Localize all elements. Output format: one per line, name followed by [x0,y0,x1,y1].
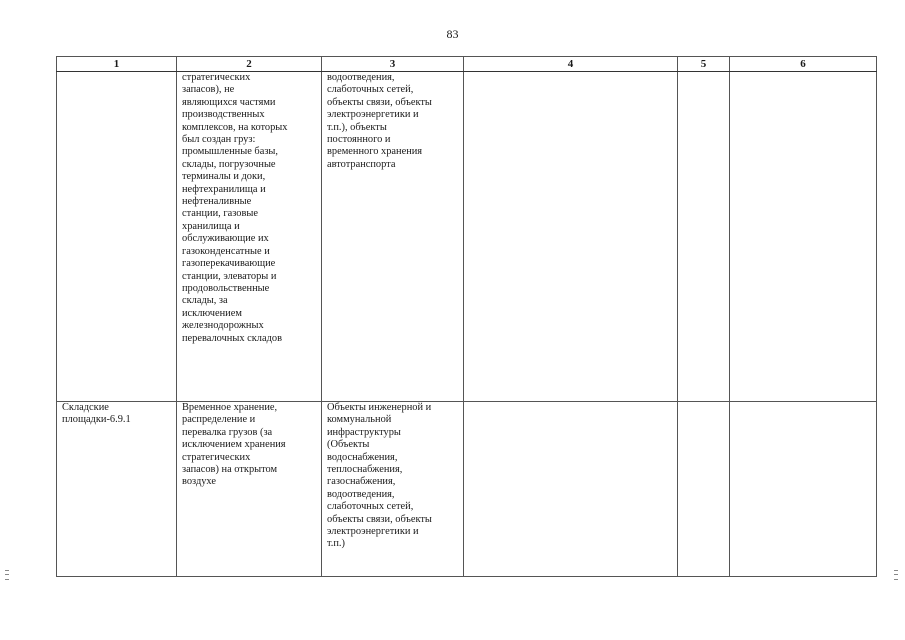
land-use-name-cell: Складские площадки-6.9.1 [57,402,177,577]
left-margin-mark [5,570,9,580]
column-header-3: 3 [322,57,464,72]
auxiliary-uses-cell: водоотведения, слаботочных сетей, объекты связи, объекты электроэнергетики и т.п.), объекты постоянного и временного хранения автотранспорта [322,72,464,402]
land-use-description-cell: стратегических запасов), не являющихся частями производственных комплексов, на которых был создан груз: промышленные базы, склады, погрузочные терминалы и доки, нефтехранилища и нефтеналивные станции, газовые хранилища и обслуживающие их газоконденсатные и газоперекачивающие станции, элеваторы и продовольственные склады, за исключением железнодорожных перевалочных складов [177,72,322,402]
column-4-cell [464,402,678,577]
table-header-row [57,57,877,72]
table-row [57,72,877,402]
page-number: 83 [446,27,459,41]
column-6-cell [730,72,877,402]
land-use-table [56,56,877,577]
column-header-5: 5 [678,57,730,72]
column-5-cell [678,402,730,577]
column-header-6: 6 [730,57,877,72]
land-use-name-cell [57,72,177,402]
land-use-description-cell: Временное хранение, распределение и перевалка грузов (за исключением хранения стратегических запасов) на открытом воздухе [177,402,322,577]
column-header-1: 1 [57,57,177,72]
column-header-2: 2 [177,57,322,72]
auxiliary-uses-cell: Объекты инженерной и коммунальной инфраструктуры (Объекты водоснабжения, теплоснабжения, газоснабжения, водоотведения, слаботочных сетей, объекты связи, объекты электроэнергетики и т.п.) [322,402,464,577]
column-header-4: 4 [464,57,678,72]
column-4-cell [464,72,678,402]
right-margin-mark [894,570,898,580]
table-row [57,402,877,577]
column-6-cell [730,402,877,577]
column-5-cell [678,72,730,402]
